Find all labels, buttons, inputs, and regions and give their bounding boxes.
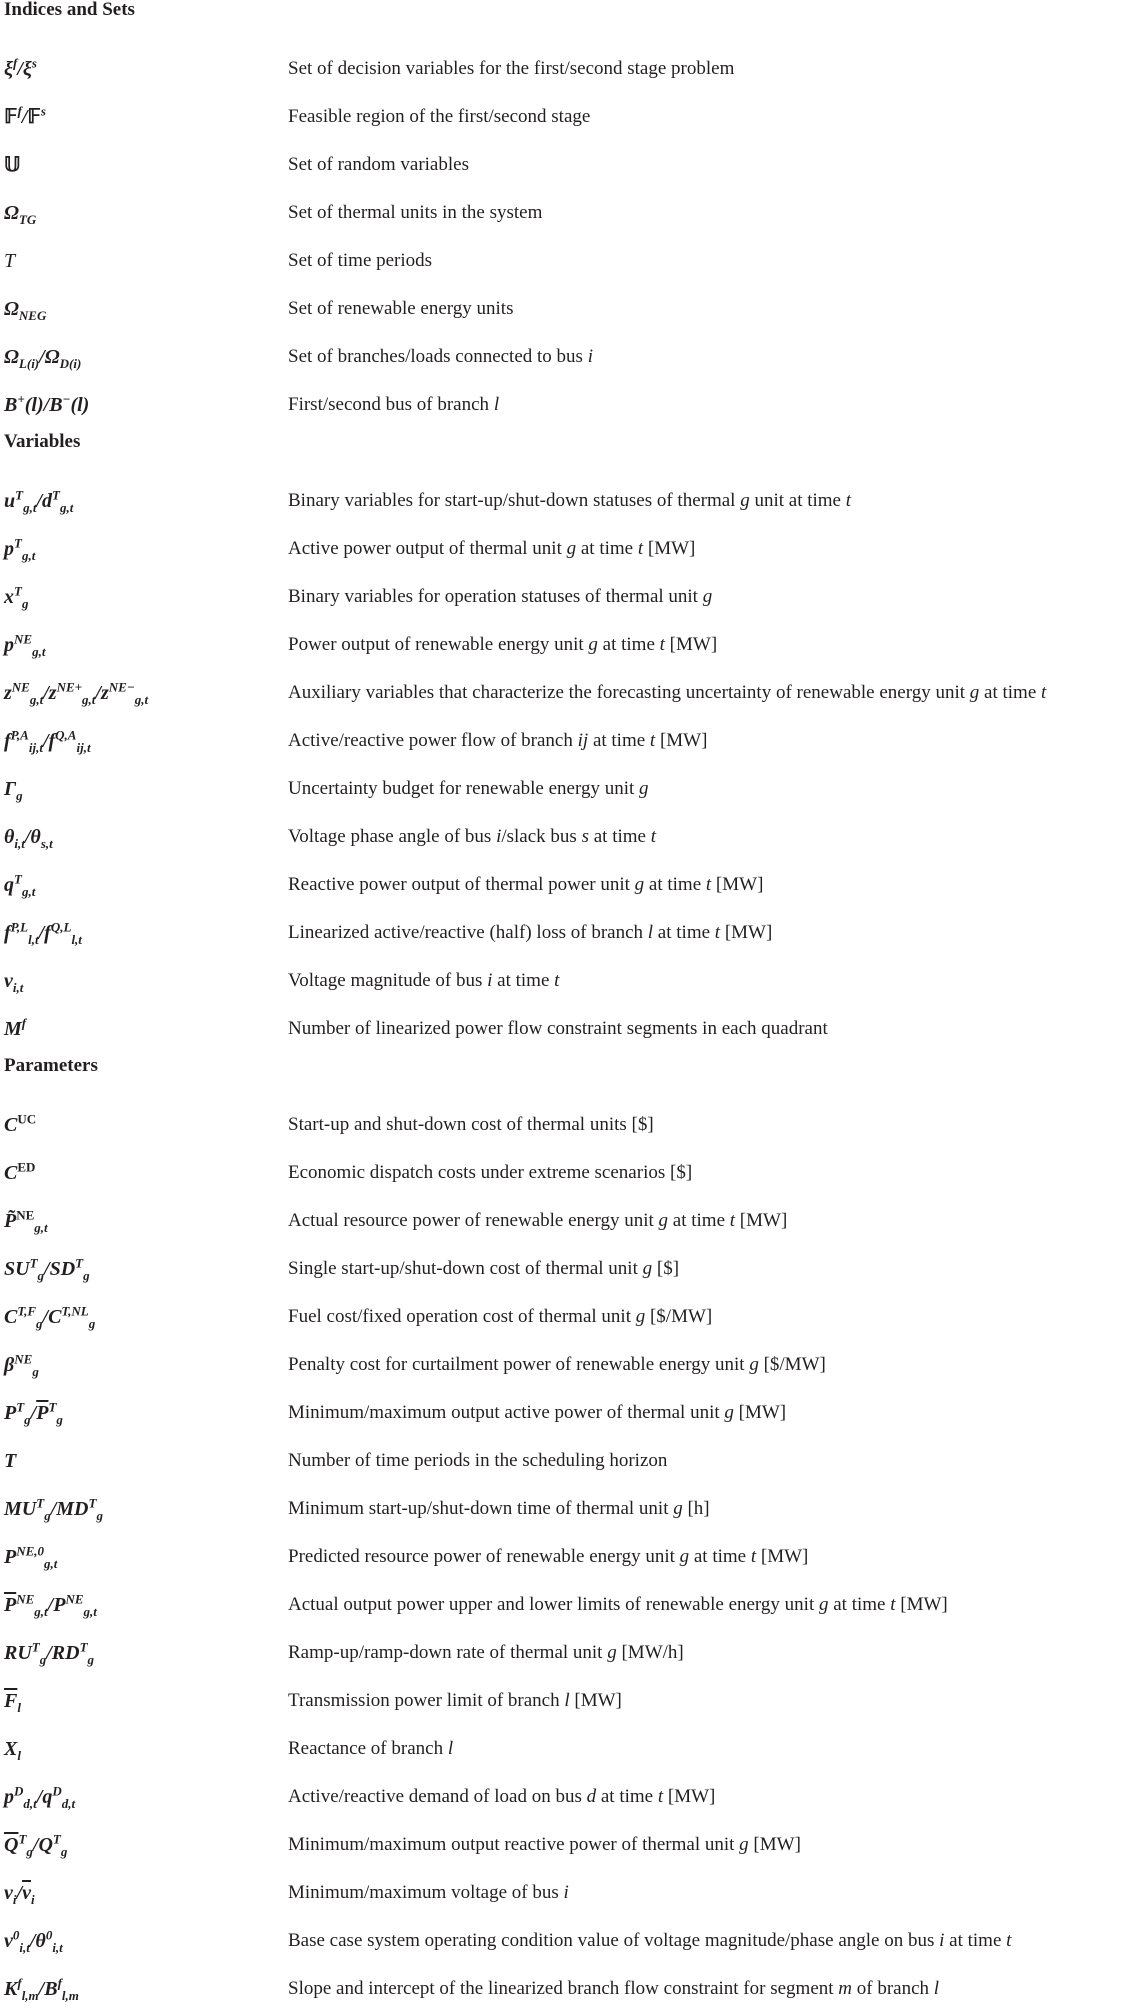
table-row bbox=[0, 144, 1145, 192]
symbol: $\overline{F}_l$ bbox=[4, 1690, 21, 1715]
symbol: $f^{P,L}_{l,t}/f^{Q,L}_{l,t}$ bbox=[4, 919, 82, 947]
symbol: $\beta^{NE}_g$ bbox=[4, 1351, 39, 1379]
description: Uncertainty budget for renewable energy unit g bbox=[288, 778, 649, 799]
description: Reactive power output of thermal power unit g at time t [MW] bbox=[288, 874, 764, 895]
symbol: B+(l)/B−(l) bbox=[4, 391, 90, 416]
symbol: $p^{NE}_{g,t}$ bbox=[4, 631, 46, 659]
table-row bbox=[0, 336, 1145, 384]
description: Start-up and shut-down cost of thermal units [$] bbox=[288, 1114, 654, 1135]
symbol: $p^T_{g,t}$ bbox=[4, 535, 36, 563]
description: Predicted resource power of renewable energy unit g at time t [MW] bbox=[288, 1546, 809, 1567]
symbol: $X_l$ bbox=[4, 1738, 21, 1763]
symbol: $f^{P,A}_{ij,t}/f^{Q,A}_{ij,t}$ bbox=[4, 727, 91, 755]
description: Minimum/maximum output active power of thermal unit g [MW] bbox=[288, 1402, 787, 1423]
symbol: $\nu_{i,t}$ bbox=[4, 970, 24, 995]
symbol: $P^T_g/\overline{P}^T_g$ bbox=[4, 1399, 63, 1427]
table-row bbox=[0, 480, 1145, 528]
description: Active power output of thermal unit g at time t [MW] bbox=[288, 538, 696, 559]
description: Voltage phase angle of bus i/slack bus s at time t bbox=[288, 826, 656, 847]
symbol: $P^{NE,0}_{g,t}$ bbox=[4, 1543, 58, 1571]
symbol: $\Omega_{L(i)}/\Omega_{D(i)}$ bbox=[4, 346, 82, 371]
table-row bbox=[0, 1536, 1145, 1584]
symbol: $C^{UC}$ bbox=[4, 1111, 37, 1136]
table-row bbox=[0, 96, 1145, 144]
description: Power output of renewable energy unit g at time t [MW] bbox=[288, 634, 718, 655]
description: Auxiliary variables that characterize the forecasting uncertainty of renewable energy unit g at time t bbox=[288, 682, 1047, 703]
symbol: $K^f_{l,m}/B^f_{l,m}$ bbox=[4, 1975, 79, 2003]
table-row bbox=[0, 864, 1145, 912]
description: Binary variables for operation statuses of thermal unit g bbox=[288, 586, 713, 607]
table-row bbox=[0, 768, 1145, 816]
symbol: P̃$^{NE}_{g,t}$ bbox=[4, 1207, 48, 1235]
symbol: $C^{ED}$ bbox=[4, 1159, 36, 1184]
table-row bbox=[0, 1824, 1145, 1872]
symbol: T bbox=[4, 1450, 17, 1472]
table-row bbox=[0, 816, 1145, 864]
table-row bbox=[0, 624, 1145, 672]
table-row bbox=[0, 1200, 1145, 1248]
table-row bbox=[0, 240, 1145, 288]
table-row bbox=[0, 48, 1145, 96]
symbol: $\Gamma_g$ bbox=[4, 778, 23, 803]
table-row bbox=[0, 384, 1145, 432]
description: Binary variables for start-up/shut-down statuses of thermal g unit at time t bbox=[288, 490, 852, 511]
table-row bbox=[0, 1296, 1145, 1344]
symbol: $M^f$ bbox=[4, 1015, 27, 1040]
symbol: $SU^T_g/SD^T_g$ bbox=[4, 1255, 90, 1283]
table-row bbox=[0, 1344, 1145, 1392]
symbol: $\nu^0_{i,t}/\theta^0_{i,t}$ bbox=[4, 1927, 63, 1955]
table-row bbox=[0, 1440, 1145, 1488]
table-row bbox=[0, 1680, 1145, 1728]
table-row bbox=[0, 1968, 1145, 2016]
description: Set of thermal units in the system bbox=[288, 202, 543, 223]
symbol: $\xi^f/\xi^s$ bbox=[4, 55, 37, 80]
description: Active/reactive demand of load on bus d at time t [MW] bbox=[288, 1786, 716, 1807]
description: Economic dispatch costs under extreme scenarios [$] bbox=[288, 1162, 693, 1183]
symbol: $p^D_{d,t}/q^D_{d,t}$ bbox=[4, 1783, 76, 1811]
description: Ramp-up/ramp-down rate of thermal unit g [MW/h] bbox=[288, 1642, 684, 1663]
table-row bbox=[0, 672, 1145, 720]
symbol: $\overline{Q}^T_g/Q^T_g$ bbox=[4, 1831, 68, 1859]
symbol: $q^T_{g,t}$ bbox=[4, 871, 36, 899]
symbol: $MU^T_g/MD^T_g$ bbox=[4, 1495, 103, 1523]
description: Single start-up/shut-down cost of thermal unit g [$] bbox=[288, 1258, 680, 1279]
table-row bbox=[0, 912, 1145, 960]
symbol: $x^T_g$ bbox=[4, 583, 29, 611]
table-row bbox=[0, 288, 1145, 336]
table-row bbox=[0, 720, 1145, 768]
description: Reactance of branch l bbox=[288, 1738, 454, 1759]
table-row bbox=[0, 1392, 1145, 1440]
description: Penalty cost for curtailment power of renewable energy unit g [$/MW] bbox=[288, 1354, 826, 1375]
description: Actual output power upper and lower limits of renewable energy unit g at time t [MW] bbox=[288, 1594, 948, 1615]
table-row bbox=[0, 1152, 1145, 1200]
table-row bbox=[0, 1632, 1145, 1680]
description: Transmission power limit of branch l [MW] bbox=[288, 1690, 622, 1711]
description: Actual resource power of renewable energy unit g at time t [MW] bbox=[288, 1210, 788, 1231]
symbol: $\nu_i/\overline{\nu}_i$ bbox=[4, 1882, 35, 1907]
description: Base case system operating condition value of voltage magnitude/phase angle on bus i at time t bbox=[288, 1930, 1012, 1951]
table-row bbox=[0, 1728, 1145, 1776]
description: Set of renewable energy units bbox=[288, 298, 514, 319]
section-heading-indices-and-sets: Indices and Sets bbox=[4, 0, 135, 20]
table-row bbox=[0, 1104, 1145, 1152]
description: Set of random variables bbox=[288, 154, 469, 175]
table-row bbox=[0, 528, 1145, 576]
description: Feasible region of the first/second stage bbox=[288, 106, 591, 127]
symbol: $\overline{P}^{NE}_{g,t}/P^{NE}_{g,t}$ bbox=[4, 1591, 97, 1619]
table-row bbox=[0, 1584, 1145, 1632]
symbol: T bbox=[4, 250, 16, 272]
table-row bbox=[0, 576, 1145, 624]
description: Set of decision variables for the first/second stage problem bbox=[288, 58, 735, 79]
symbol: $RU^T_g/RD^T_g$ bbox=[4, 1639, 95, 1667]
description: Set of time periods bbox=[288, 250, 433, 271]
symbol: $u^T_{g,t}/d^T_{g,t}$ bbox=[4, 487, 74, 515]
description: Slope and intercept of the linearized branch flow constraint for segment m of branch l bbox=[288, 1978, 940, 1999]
table-row bbox=[0, 1776, 1145, 1824]
description: Number of time periods in the scheduling horizon bbox=[288, 1450, 668, 1471]
description: Number of linearized power flow constraint segments in each quadrant bbox=[288, 1018, 828, 1039]
section-heading-parameters: Parameters bbox=[4, 1055, 98, 1076]
description: Active/reactive power flow of branch ij at time t [MW] bbox=[288, 730, 708, 751]
table-row bbox=[0, 1488, 1145, 1536]
description: Minimum/maximum voltage of bus i bbox=[288, 1882, 569, 1903]
symbol: $\Omega_{TG}$ bbox=[4, 202, 37, 227]
table-row bbox=[0, 1920, 1145, 1968]
description: Voltage magnitude of bus i at time t bbox=[288, 970, 560, 991]
table-row bbox=[0, 1248, 1145, 1296]
symbol: 𝕌 bbox=[4, 154, 21, 176]
table-row bbox=[0, 1872, 1145, 1920]
table-row bbox=[0, 1008, 1145, 1056]
description: Minimum/maximum output reactive power of thermal unit g [MW] bbox=[288, 1834, 801, 1855]
symbol: $\Omega_{NEG}$ bbox=[4, 298, 47, 323]
description: Minimum start-up/shut-down time of thermal unit g [h] bbox=[288, 1498, 710, 1519]
description: Set of branches/loads connected to bus i bbox=[288, 346, 593, 367]
description: First/second bus of branch l bbox=[288, 394, 500, 415]
section-heading-variables: Variables bbox=[4, 431, 81, 452]
description: Linearized active/reactive (half) loss of branch l at time t [MW] bbox=[288, 922, 773, 943]
description: Fuel cost/fixed operation cost of thermal unit g [$/MW] bbox=[288, 1306, 713, 1327]
table-row bbox=[0, 192, 1145, 240]
symbol: $C^{T,F}_g/C^{T,NL}_g$ bbox=[4, 1303, 96, 1331]
symbol: 𝔽$^f$/𝔽$^s$ bbox=[4, 103, 46, 128]
symbol: $\theta_{i,t}/\theta_{s,t}$ bbox=[4, 826, 53, 851]
table-row bbox=[0, 960, 1145, 1008]
symbol: $z^{NE}_{g,t}/z^{NE+}_{g,t}/z^{NE-}_{g,t}$ bbox=[4, 679, 149, 707]
